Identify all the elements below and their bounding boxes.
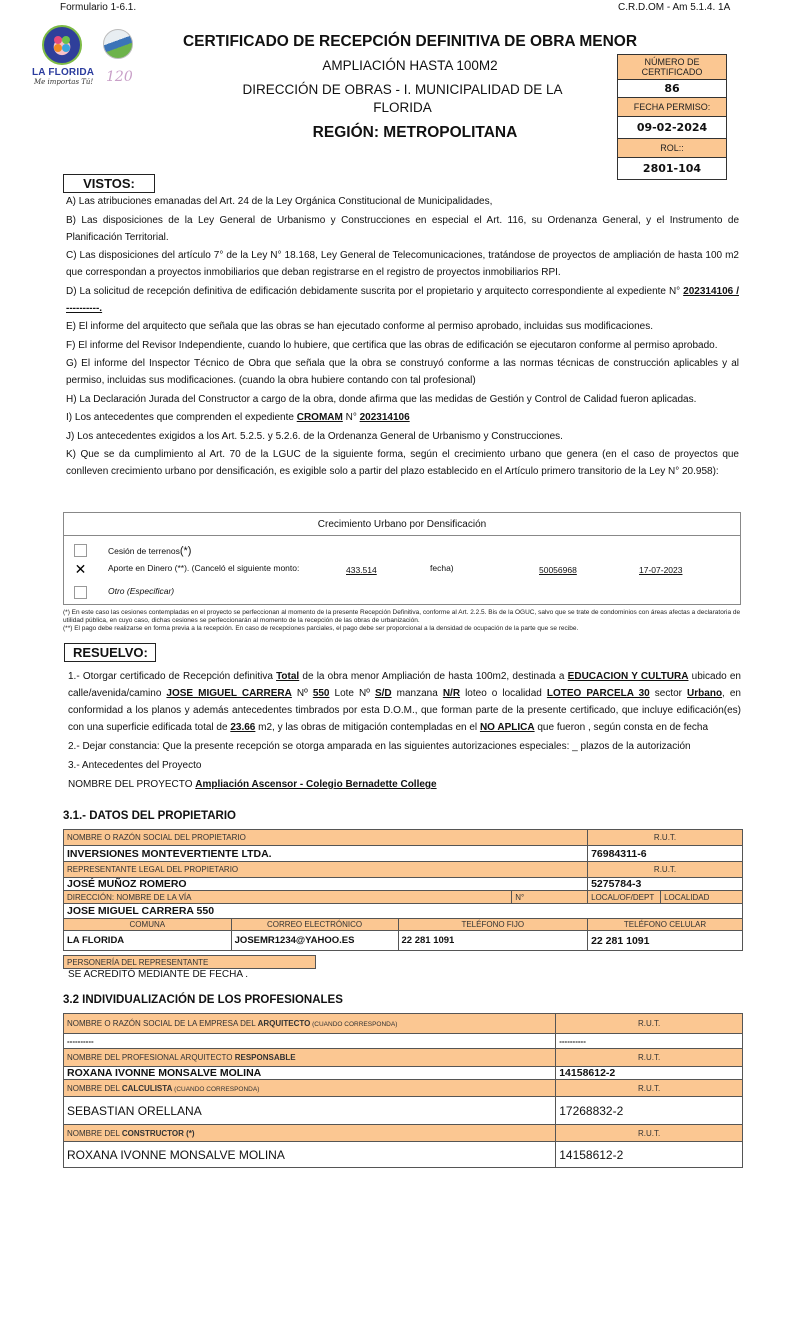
owner-name-label: NOMBRE O RAZÓN SOCIAL DEL PROPIETARIO [64,830,588,846]
representative-name: JOSÉ MUÑOZ ROMERO [64,878,588,891]
aporte-fecha-label: fecha) [430,563,454,573]
destino: EDUCACION Y CULTURA [567,671,689,682]
street-number: 550 [312,688,330,699]
vistos-heading: VISTOS: [63,174,155,193]
visto-h: H) La Declaración Jurada del Constructor a cargo de la obra, donde afirma que las medidas de Gestión y Control de Calidad fueron aplicadas. [66,393,697,405]
visto-c: C) Las disposiciones del artículo 7° de la Ley N° 18.168, Ley General de Telecomunicaciones, tratándose de proyectos de ampliación de hasta 100 m2 que correspondan a proyectos inmobiliarios que deban registrarse en el registro de proyectos inmobiliarios RPI. [66,250,739,278]
comuna-value: LA FLORIDA [64,931,232,951]
cell-value: 22 281 1091 [588,931,743,951]
cell-label: TELÉFONO CELULAR [588,919,743,931]
architect-firm-label: NOMBRE O RAZÓN SOCIAL DE LA EMPRESA DEL ARQUITECTO (CUANDO CORRESPONDA) [64,1014,556,1034]
constructor-name: ROXANA IVONNE MONSALVE MOLINA [64,1142,556,1168]
logo-tagline: Me importas Tú! [34,78,94,86]
manzana: N/R [442,688,461,699]
reception-type: Total [276,671,300,682]
comuna-label: COMUNA [64,919,232,931]
owner-rut: 76984311-6 [588,846,743,862]
loteo: LOTEO PARCELA 30 [546,688,650,699]
architect-name: ROXANA IVONNE MONSALVE MOLINA [64,1067,556,1080]
densification-footnote: (*) En este caso las cesiones contempladas en el proyecto se perfeccionan al momento de la presente Recepción Definitiva, conforme al Art. 2.2.5. Bis de la OGUC, salvo que se trate de condominios con áreas afectas a declaratoria de utilidad pública, en cuyo caso, dichas cesiones se perfeccionarán al momento de la recepción de las obras de urbanización. (**) El pago debe realizarse en forma previa a la recepción. En caso de recepciones parciales, el pago debe ser proporcional a la densidad de ocupación de la parte que se recibe. [63,609,741,632]
expediente-number: 202314106 / ----------. [66,285,739,314]
calculista-name: SEBASTIAN ORELLANA [64,1097,556,1125]
aporte-receipt: 50056968 [539,565,577,575]
resuelvo-item-1: 1.- Otorgar certificado de Recepción definitiva Total de la obra menor Ampliación de hasta 100m2, destinada a EDUCACION Y CULTURA ubicado en calle/avenida/camino JOSE MIGUEL CARRERA Nº 550 Lote Nº S/D manzana N/R loteo o localidad LOTEO PARCELA 30 sector Urbano, en conformidad a los planos y además antecedentes timbrados por esta D.O.M., que forman parte de la presente certificado, que incluye edificación(es) con una superficie edificada total de 23.66 m2, y las obras de mitigación contempladas en el NO APLICA que fueron , según consta en de fecha [68,671,741,733]
form-version-code: C.R.D.OM - Am 5.1.4. 1A [618,2,731,13]
architect-rut: 14158612-2 [556,1067,743,1080]
rol-value: 2801-104 [618,158,726,179]
visto-j: J) Los antecedentes exigidos a los Art. 5.2.5. y 5.2.6. de la Ordenanza General de Urbanismo y Construcciones. [66,430,563,442]
architect-firm-rut: ---------- [556,1034,743,1049]
aporte-amount: 433.514 [346,565,377,575]
option-otro: Otro (Especificar) [74,583,87,601]
aporte-date: 17-07-2023 [639,565,683,575]
visto-e: E) El informe del arquitecto que señala que las obras se han ejecutado conforme al permiso aprobado, incluidas sus modificaciones. [66,321,654,332]
logo-text: LA FLORIDA [32,67,95,78]
owner-section-heading: 3.1.- DATOS DEL PROPIETARIO [63,810,236,822]
certificate-number-label: NÚMERO DE CERTIFICADO [618,55,726,80]
phone-label: TELÉFONO FIJO [398,919,588,931]
architect-firm-value: ---------- [64,1034,556,1049]
owner-rut-label: R.U.T. [588,830,743,846]
seal-logo-icon [103,29,133,59]
sector: Urbano [687,688,723,699]
vistos-section [66,193,739,482]
heart-clover-icon [54,36,70,52]
visto-k: K) Que se da cumplimiento al Art. 70 de la LGUC de la siguiente forma, según el crecimiento urbano que genera (en el caso de proyectos que conlleven crecimiento urbano por densificación, es exigible solo a partir del plazo establecido en el Artículo primero transitorio de la Ley N° 20.958): [66,449,739,477]
visto-b: B) Las disposiciones de la Ley General de Urbanismo y Construcciones en especial el Art. 116, su Ordenanza General, y el Instrumento de Planificación Territorial. [66,214,739,243]
option-cesion: Cesión de terrenos(*) [74,541,87,559]
surface-area: 23.66 [230,722,256,733]
email-value: JOSEMR1234@YAHOO.ES [231,931,398,951]
constructor-rut: 14158612-2 [556,1142,743,1168]
visto-f: F) El informe del Revisor Independiente, cuando lo hubiere, que certifica que las obras de edificación se ejecutaron conforme al permiso aprobado. [66,339,718,351]
address-value: JOSE MIGUEL CARRERA 550 [64,904,743,919]
architect-label: NOMBRE DEL PROFESIONAL ARQUITECTO RESPONSABLE [64,1049,556,1067]
phone-value: 22 281 1091 [398,931,588,951]
professionals-table [63,1013,743,1168]
localidad-label: LOCALIDAD [661,891,743,904]
street: JOSE MIGUEL CARRERA [166,688,292,699]
cesion-checkbox[interactable] [74,544,87,557]
representative-rut: 5275784-3 [588,878,743,891]
calculista-rut-label: R.U.T. [556,1080,743,1097]
otro-checkbox[interactable] [74,586,87,599]
constructor-label: NOMBRE DEL CONSTRUCTOR (*) [64,1125,556,1142]
form-code: Formulario 1-6.1. [60,2,137,13]
owner-name: INVERSIONES MONTEVERTIENTE LTDA. [64,846,588,862]
document-title: CERTIFICADO DE RECEPCIÓN DEFINITIVA DE OBRA MENOR [182,33,638,50]
calculista-label: NOMBRE DEL CALCULISTA (CUANDO CORRESPONDA) [64,1080,556,1097]
mitigation: NO APLICA [479,722,535,733]
resuelvo-heading: RESUELVO: [64,643,156,662]
project-name-row: NOMBRE DEL PROYECTO Ampliación Ascensor - Colegio Bernadette College [68,779,437,790]
expediente-type: CROMAM [296,412,343,423]
visto-i: I) Los antecedentes que comprenden el expediente CROMAM N° 202314106 [66,412,410,423]
calculista-rut: 17268832-2 [556,1097,743,1125]
document-subtitle: AMPLIACIÓN HASTA 100M2 [322,58,498,73]
professionals-section-heading: 3.2 INDIVIDUALIZACIÓN DE LOS PROFESIONALES [63,994,343,1006]
visto-d: D) La solicitud de recepción definitiva de edificación debidamente suscrita por el propietario y arquitecto correspondiente al expediente N° 202314106 / ----------. [66,285,739,314]
option-aporte: ✕ Aporte en Dinero (**). (Canceló el siguiente monto: 433.514 fecha) 50056968 17-07-2023 [74,561,683,577]
densification-title: Crecimiento Urbano por Densificación [64,513,740,536]
personeria-value: SE ACREDITÓ MEDIANTE DE FECHA . [68,969,249,980]
address-number-label: N° [512,891,588,904]
permit-date-value: 09-02-2024 [618,117,726,139]
constructor-rut-label: R.U.T. [556,1125,743,1142]
permit-date-label: FECHA PERMISO: [618,98,726,117]
visto-a: A) Las atribuciones emanadas del Art. 24 de la Ley Orgánica Constitucional de Municipalidades, [66,196,493,207]
project-name: Ampliación Ascensor - Colegio Bernadette College [195,779,437,790]
resuelvo-item-2: 2.- Dejar constancia: Que la presente recepción se otorga amparada en las siguientes autorizaciones especiales: _ plazos de la autorización [68,741,691,752]
representative-rut-label: R.U.T. [588,862,743,878]
department-name: DIRECCIÓN DE OBRAS - I. MUNICIPALIDAD DE LA FLORIDA [242,82,563,115]
representative-label: REPRESENTANTE LEGAL DEL PROPIETARIO [64,862,588,878]
architect-firm-rut-label: R.U.T. [556,1014,743,1034]
address-label: DIRECCIÓN: NOMBRE DE LA VÍA [64,891,512,904]
region-label: REGIÓN: METROPOLITANA [312,124,518,141]
personeria-label: PERSONERÍA DEL REPRESENTANTE [64,956,316,969]
owner-table [63,829,743,951]
municipality-logos [30,25,150,90]
resuelvo-section [68,668,741,795]
densification-box [63,512,741,605]
personeria-table [63,955,316,969]
visto-g: G) El informe del Inspector Técnico de Obra que señala que la obra se construyó conforme a las normas técnicas de construcción aplicables y al permiso, incluidas sus modificaciones. (cuando la obra hubiere contando con tal profesional) [66,358,739,386]
certificate-info-box [617,54,727,180]
aporte-checkbox-checked-icon[interactable]: ✕ [74,561,87,577]
architect-rut-label: R.U.T. [556,1049,743,1067]
anniversary-logo: 120 [106,69,133,85]
expediente-id: 202314106 [359,412,410,423]
certificate-number-value: 86 [618,80,726,98]
rol-label: ROL:: [618,139,726,158]
resuelvo-item-3: 3.- Antecedentes del Proyecto [68,760,202,771]
email-label: CORREO ELECTRÓNICO [231,919,398,931]
lote: S/D [374,688,392,699]
local-label: LOCAL/OF/DEPT [588,891,661,904]
